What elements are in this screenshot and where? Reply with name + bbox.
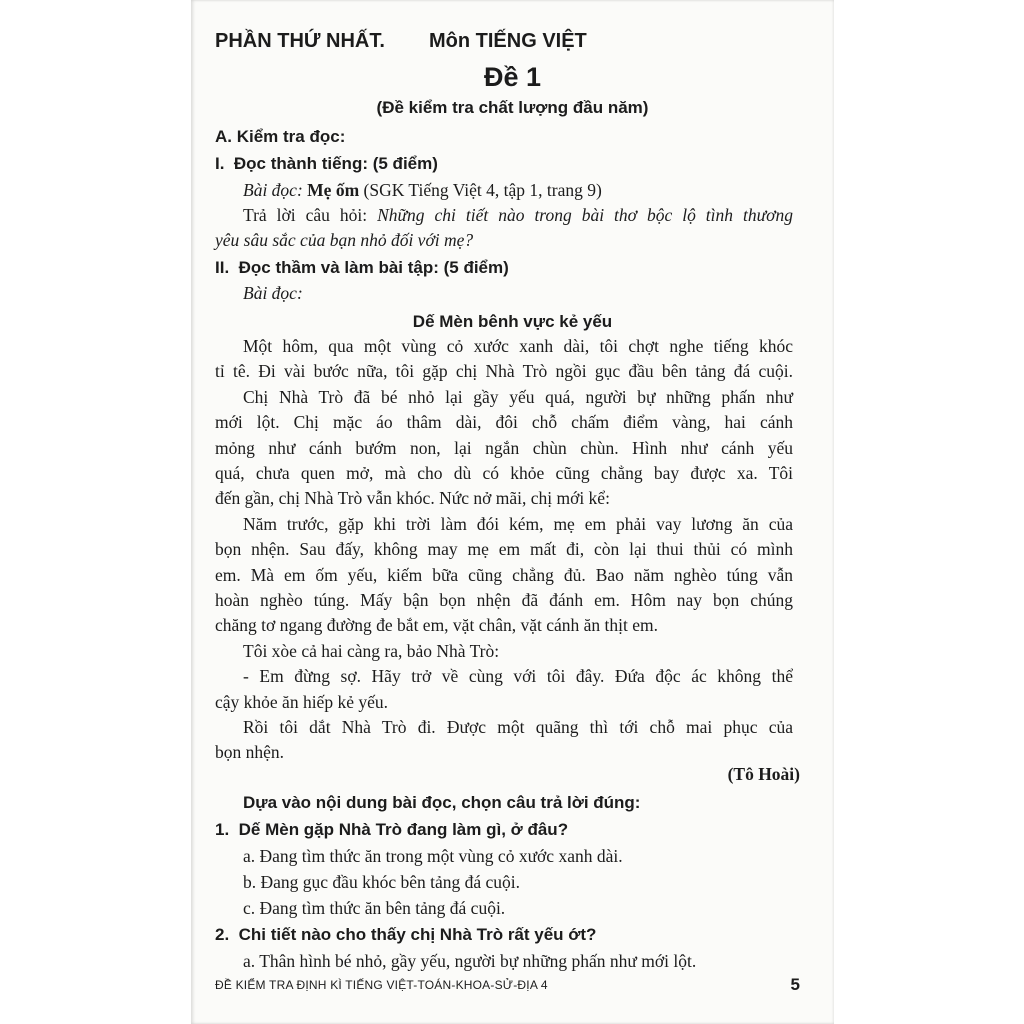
question-text-2: yêu sâu sắc của bạn nhỏ đối với mẹ?	[215, 230, 474, 250]
story-line: em. Mà em ốm yếu, kiếm bữa cũng chẳng đủ. Bao năm nghèo túng vẫn	[215, 565, 793, 585]
question-line-2	[215, 230, 473, 251]
story-line: mới lột. Chị mặc áo thâm dài, đôi chỗ chấm điểm vàng, hai cánh	[215, 412, 793, 432]
story-line: quá, chưa quen mở, mà cho dù có khỏe cũng chẳng bay được xa. Tôi	[215, 463, 793, 483]
story-line: bọn nhện. Sau đấy, không may mẹ em mất đi, còn lại thui thủi có mình	[215, 539, 793, 559]
part-2-heading: II. Đọc thầm và làm bài tập: (5 điểm)	[215, 258, 509, 277]
story-line: Rồi tôi dắt Nhà Trò đi. Được một quãng thì tới chỗ mai phục của	[243, 717, 793, 737]
story-line: hoàn nghèo túng. Mấy bận bọn nhện đã đánh em. Hôm nay bọn chúng	[215, 590, 793, 610]
reading-source: (SGK Tiếng Việt 4, tập 1, trang 9)	[359, 180, 602, 200]
story-line: cậy khỏe ăn hiếp kẻ yếu.	[215, 692, 388, 712]
footer-book-title: ĐỀ KIỂM TRA ĐỊNH KÌ TIẾNG VIỆT-TOÁN-KHOA-SỬ-ĐỊA 4	[215, 978, 548, 992]
story-author: (Tô Hoài)	[727, 764, 800, 784]
questions-instruction: Dựa vào nội dung bài đọc, chọn câu trả lời đúng:	[243, 793, 641, 812]
question-text-1: Những chi tiết nào trong bài thơ bộc lộ tình thương	[377, 205, 793, 225]
story-line: chăng tơ ngang đường đe bắt em, vặt chân, vặt cánh ăn thịt em.	[215, 615, 658, 635]
story-line: tỉ tê. Đi vài bước nữa, tôi gặp chị Nhà Trò ngồi gục đầu bên tảng đá cuội.	[215, 361, 793, 381]
exam-number: Đề 1	[483, 62, 542, 92]
question-1-option-b: b. Đang gục đầu khóc bên tảng đá cuội.	[243, 872, 521, 892]
reading-label-text: Bài đọc:	[243, 283, 303, 303]
reading-title: Mẹ ốm	[307, 180, 360, 200]
story-line: bọn nhện.	[215, 742, 285, 762]
story-title: Dế Mèn bênh vực kẻ yếu	[412, 312, 613, 331]
part-1-heading: I. Đọc thành tiếng: (5 điểm)	[215, 154, 438, 173]
part-label: PHẦN THỨ NHẤT.	[215, 30, 385, 52]
story-line: - Em đừng sợ. Hãy trở về cùng với tôi đây. Đứa độc ác không thể	[243, 666, 793, 686]
question-line-1	[243, 205, 793, 226]
subject-label: Môn TIẾNG VIỆT	[429, 30, 587, 52]
book-page	[191, 0, 834, 1024]
question-1-option-c: c. Đang tìm thức ăn bên tảng đá cuội.	[243, 898, 506, 918]
reading-prefix: Bài đọc:	[243, 180, 308, 200]
question-prefix: Trả lời câu hỏi:	[243, 205, 378, 225]
story-line: Năm trước, gặp khi trời làm đói kém, mẹ em phải vay lương ăn của	[243, 514, 793, 534]
question-1-option-a: a. Đang tìm thức ăn trong một vùng cỏ xước xanh dài.	[243, 846, 623, 866]
question-2: 2. Chi tiết nào cho thấy chị Nhà Trò rất yếu ớt?	[215, 925, 597, 944]
question-1: 1. Dế Mèn gặp Nhà Trò đang làm gì, ở đâu?	[215, 820, 569, 839]
exam-subtitle: (Đề kiểm tra chất lượng đầu năm)	[376, 98, 649, 117]
reading-assignment	[243, 180, 602, 201]
story-line: Chị Nhà Trò đã bé nhỏ lại gầy yếu quá, người bự những phấn như	[243, 387, 793, 407]
story-line: Một hôm, qua một vùng cỏ xước xanh dài, tôi chợt nghe tiếng khóc	[243, 336, 793, 356]
page-number: 5	[790, 975, 800, 994]
story-line: đến gần, chị Nhà Trò vẫn khóc. Nức nở mãi, chị mới kể:	[215, 488, 610, 508]
story-line: mỏng như cánh bướm non, lại ngắn chùn chùn. Hình như cánh yếu	[215, 438, 793, 458]
section-a-heading: A. Kiểm tra đọc:	[215, 127, 346, 146]
reading-label	[243, 283, 303, 304]
question-2-option-a: a. Thân hình bé nhỏ, gầy yếu, người bự những phấn như mới lột.	[243, 951, 697, 971]
story-line: Tôi xòe cả hai càng ra, bảo Nhà Trò:	[243, 641, 500, 661]
